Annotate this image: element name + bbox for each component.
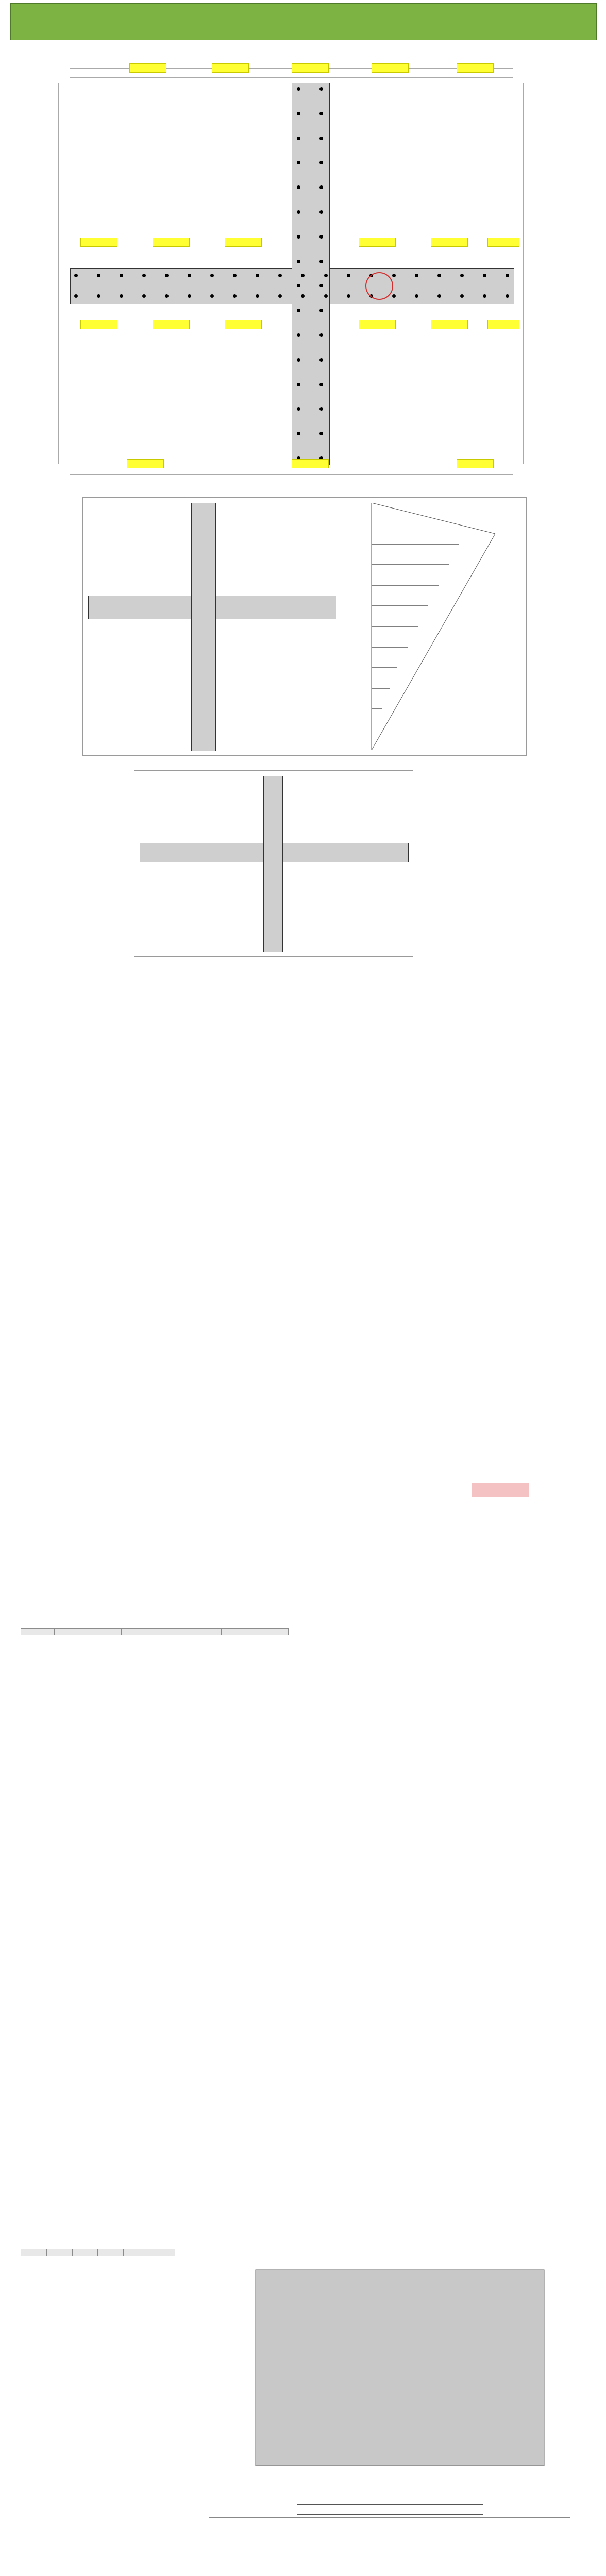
- dim-tag: [129, 63, 166, 73]
- column-header: [222, 1629, 255, 1635]
- rebar-tag: [359, 320, 396, 329]
- formula-block-left: [21, 979, 268, 1340]
- column-header: [46, 2249, 72, 2256]
- rebar-tag: [359, 238, 396, 247]
- rebar-tag: [487, 320, 519, 329]
- rebar-tag: [80, 238, 117, 247]
- rebar-tag: [487, 238, 519, 247]
- rebar-tag: [153, 320, 190, 329]
- strain-arrows: [341, 503, 521, 750]
- column-header: [21, 1629, 55, 1635]
- compute-button[interactable]: [472, 1483, 529, 1497]
- small-section-drawing: [134, 770, 413, 957]
- dim-tag: [457, 63, 494, 73]
- rebar-tag: [431, 320, 468, 329]
- parameters-block: [21, 1458, 587, 1618]
- dim-tag: [127, 459, 164, 468]
- title-banner: [10, 3, 597, 40]
- plot-area: [256, 2270, 544, 2466]
- rebar-tag: [225, 320, 262, 329]
- rebar-tag: [153, 238, 190, 247]
- small-vertical: [263, 776, 283, 952]
- section-strain-drawing: [82, 497, 527, 756]
- column-header: [149, 2249, 175, 2256]
- interaction-diagram-chart: [209, 2249, 570, 2518]
- column-header: [124, 2249, 149, 2256]
- rebar-tag: [431, 238, 468, 247]
- column-header: [88, 1629, 121, 1635]
- column-header: [155, 1629, 188, 1635]
- column-header: [121, 1629, 155, 1635]
- column-header: [21, 2249, 47, 2256]
- column-header: [188, 1629, 222, 1635]
- formula-block-right: [289, 979, 587, 1340]
- dimension-lines: [49, 62, 534, 485]
- column-header: [72, 2249, 98, 2256]
- chart-legend: [297, 2504, 483, 2515]
- results-table-2: [21, 2249, 175, 2576]
- rebar-tag: [225, 238, 262, 247]
- dim-tag: [212, 63, 249, 73]
- dim-tag: [292, 63, 329, 73]
- chart-plot: [209, 2249, 570, 2517]
- wall-plan-drawing: [49, 62, 534, 485]
- section-vertical: [191, 503, 216, 751]
- results-table-1: [21, 1628, 289, 2241]
- column-header: [255, 1629, 289, 1635]
- warnings-block: [21, 1350, 587, 1443]
- dim-tag: [457, 459, 494, 468]
- rebar-tag: [80, 320, 117, 329]
- dim-tag: [372, 63, 409, 73]
- column-header: [54, 1629, 88, 1635]
- dim-tag: [292, 459, 329, 468]
- column-header: [98, 2249, 124, 2256]
